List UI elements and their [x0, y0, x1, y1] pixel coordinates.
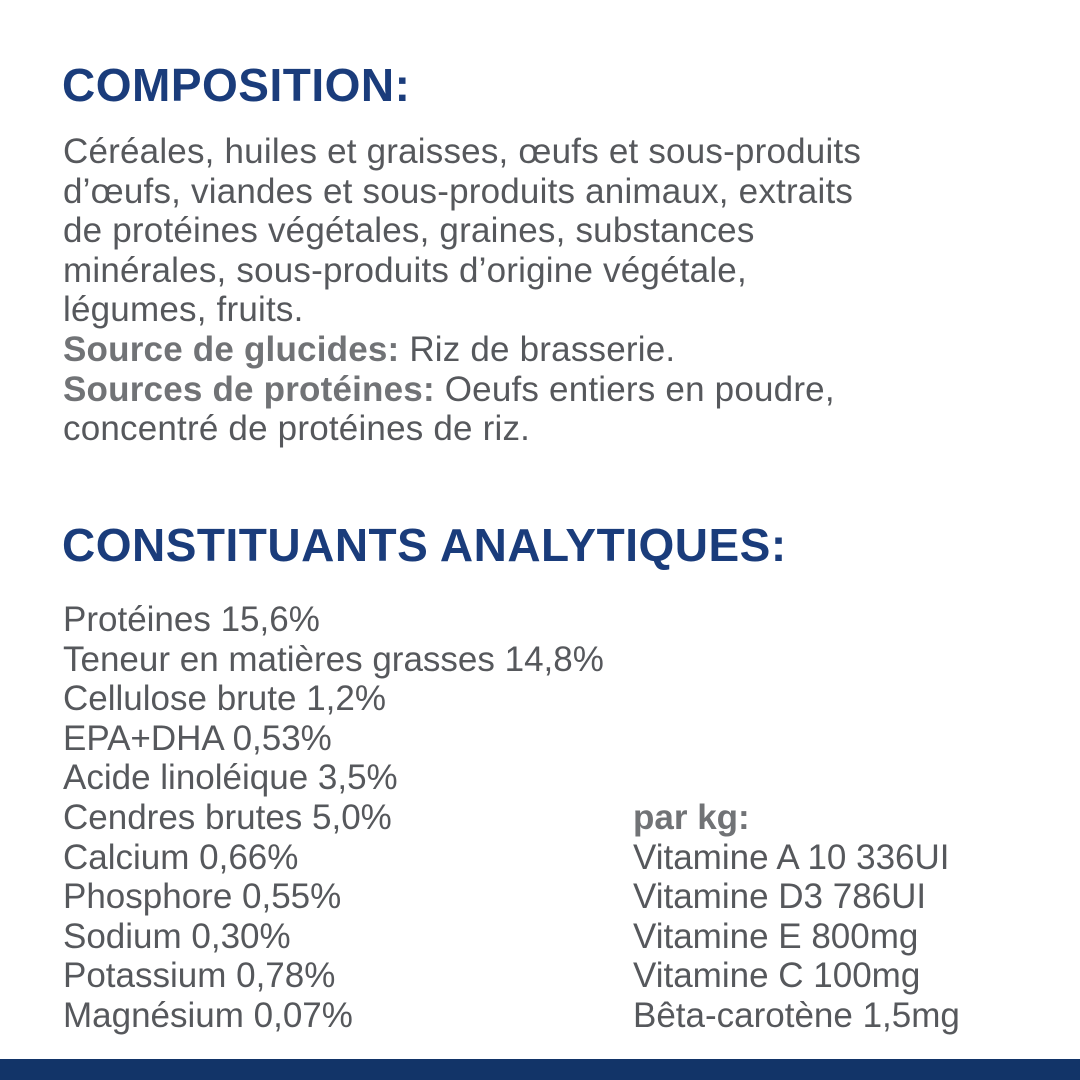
protein-source-value: Oeufs entiers en poudre, [434, 369, 835, 409]
analytical-constituents-heading: CONSTITUANTS ANALYTIQUES: [62, 519, 787, 571]
per-kg-column [633, 798, 960, 1036]
protein-source-line [63, 370, 861, 410]
per-kg-item-vitamine-d3: Vitamine D3 786UI [633, 877, 927, 917]
analytical-item-potassium: Potassium 0,78% [63, 956, 336, 996]
protein-source-label: Sources de protéines: [63, 369, 435, 409]
composition-text [63, 132, 861, 449]
analytical-item-cendres: Cendres brutes 5,0% [63, 797, 392, 837]
per-kg-label: par kg: [633, 798, 750, 837]
analytical-item-phosphore: Phosphore 0,55% [63, 877, 342, 917]
analytical-item-sodium: Sodium 0,30% [63, 916, 291, 956]
protein-source-line-2: concentré de protéines de riz. [63, 409, 531, 449]
carb-source-label: Source de glucides: [63, 329, 400, 369]
composition-line: légumes, fruits. [63, 290, 304, 330]
analytical-item-acide-linoleique: Acide linoléique 3,5% [63, 758, 398, 798]
per-kg-item-beta-carotene: Bêta-carotène 1,5mg [633, 995, 960, 1035]
composition-line: de protéines végétales, graines, substances [63, 211, 755, 251]
analytical-item-magnesium: Magnésium 0,07% [63, 995, 353, 1035]
analytical-item-cellulose: Cellulose brute 1,2% [63, 679, 386, 719]
carb-source-line [63, 330, 861, 370]
per-kg-item-vitamine-a: Vitamine A 10 336UI [633, 837, 950, 877]
analytical-item-proteines: Protéines 15,6% [63, 600, 320, 639]
analytical-item-epa-dha: EPA+DHA 0,53% [63, 718, 332, 758]
composition-line: d’œufs, viandes et sous-produits animaux, extraits [63, 171, 854, 211]
per-kg-item-vitamine-c: Vitamine C 100mg [633, 956, 921, 996]
bottom-navy-bar [0, 1059, 1080, 1080]
analytical-item-matieres-grasses: Teneur en matières grasses 14,8% [63, 639, 604, 679]
composition-line: Céréales, huiles et graisses, œufs et sous-produits [63, 132, 862, 171]
analytical-left-column [63, 600, 604, 1036]
analytical-item-calcium: Calcium 0,66% [63, 837, 299, 877]
carb-source-value: Riz de brasserie. [399, 329, 676, 369]
composition-heading: COMPOSITION: [62, 59, 411, 111]
composition-line: minérales, sous-produits d’origine végétale, [63, 250, 747, 290]
per-kg-item-vitamine-e: Vitamine E 800mg [633, 916, 919, 956]
